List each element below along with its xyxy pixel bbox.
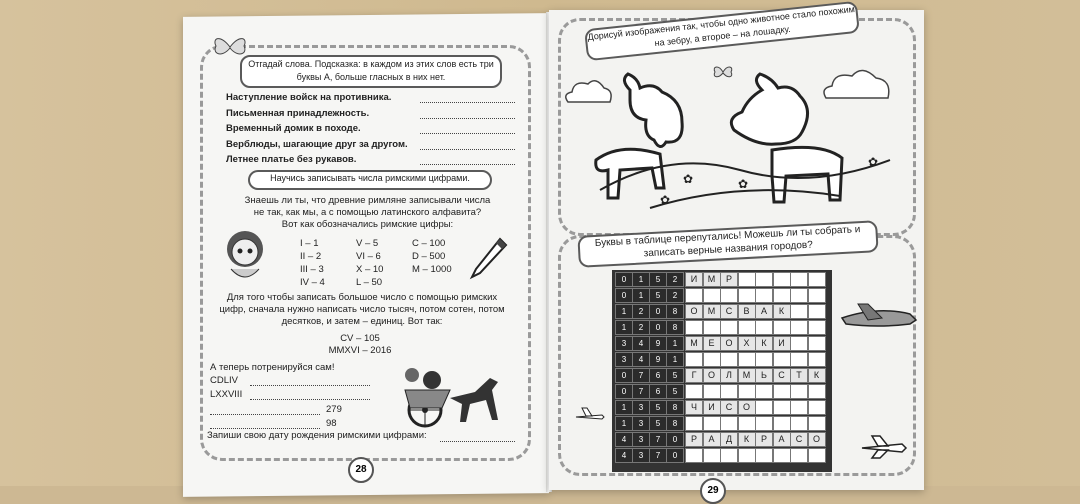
grid-code-cell: 4	[615, 448, 633, 463]
task-box-roman: Научись записывать числа римскими цифрами.	[248, 170, 492, 190]
grid-letter-cell[interactable]	[685, 288, 703, 303]
grid-letter-cell: Д	[720, 432, 738, 447]
grid-code-cell: 0	[615, 384, 633, 399]
grid-code-cell: 0	[649, 320, 667, 335]
grid-code-cell: 1	[632, 288, 650, 303]
grid-letter-cell[interactable]	[808, 320, 826, 335]
practice-item: CDLIV	[210, 375, 238, 386]
grid-letter-cell: К	[755, 336, 773, 351]
roman-entry: IV – 4	[300, 277, 325, 288]
grid-letter-cell: С	[720, 400, 738, 415]
grid-letter-cell: В	[738, 304, 756, 319]
grid-code-cell: 7	[632, 384, 650, 399]
practice-answer-line[interactable]	[250, 399, 370, 400]
grid-letter-cell[interactable]	[808, 304, 826, 319]
grid-letter-cell[interactable]	[773, 416, 791, 431]
grid-code-cell: 3	[632, 448, 650, 463]
grid-code-cell: 2	[666, 288, 684, 303]
grid-letter-cell[interactable]	[703, 288, 721, 303]
grid-letter-cell[interactable]	[738, 416, 756, 431]
grid-code-cell: 2	[666, 272, 684, 287]
explain-line: цифр, сначала нужно написать число тысяч, потом сотен, потом	[219, 304, 505, 315]
grid-letter-cell: М	[703, 304, 721, 319]
grid-code-cell: 3	[632, 400, 650, 415]
grid-letter-cell[interactable]	[720, 448, 738, 463]
pencil-icon	[468, 235, 508, 280]
grid-letter-cell[interactable]	[703, 320, 721, 335]
grid-letter-cell[interactable]	[685, 352, 703, 367]
grid-letter-cell[interactable]	[808, 336, 826, 351]
grid-code-cell: 0	[615, 288, 633, 303]
grid-letter-cell[interactable]	[685, 384, 703, 399]
grid-letter-cell: Ч	[685, 400, 703, 415]
grid-letter-cell[interactable]	[685, 448, 703, 463]
grid-letter-cell[interactable]	[790, 384, 808, 399]
answer-line[interactable]	[420, 149, 515, 150]
grid-code-cell: 3	[632, 432, 650, 447]
grid-code-cell: 1	[615, 304, 633, 319]
clue-text: Наступление войск на противника.	[226, 92, 392, 103]
roman-entry: III – 3	[300, 264, 324, 275]
grid-letter-cell: О	[738, 400, 756, 415]
grid-letter-cell[interactable]	[738, 320, 756, 335]
grid-code-cell: 5	[666, 384, 684, 399]
clue-text: Верблюды, шагающие друг за другом.	[226, 138, 408, 150]
grid-letter-cell: Р	[685, 432, 703, 447]
grid-code-cell: 3	[615, 336, 633, 351]
flower-icon: ✿	[868, 155, 879, 169]
grid-letter-cell: Х	[738, 336, 756, 351]
grid-letter-cell: И	[773, 336, 791, 351]
grid-letter-cell[interactable]	[685, 320, 703, 335]
grid-letter-cell[interactable]	[773, 272, 791, 287]
page-number-left: 28	[348, 457, 374, 483]
grid-code-cell: 1	[666, 336, 684, 351]
answer-line[interactable]	[420, 133, 515, 134]
grid-letter-cell: О	[703, 368, 721, 383]
intro-line: не так, как мы, а с помощью латинского алфавита?	[253, 207, 482, 218]
grid-letter-cell[interactable]	[755, 320, 773, 335]
intro-line: Знаешь ли ты, что древние римляне записывали числа	[244, 195, 491, 206]
example-line: CV – 105	[340, 333, 380, 344]
practice-answer-line[interactable]	[210, 428, 320, 429]
airplane-icon	[838, 296, 918, 336]
grid-code-cell: 5	[666, 368, 684, 383]
answer-line[interactable]	[420, 118, 515, 119]
grid-letter-cell[interactable]	[755, 384, 773, 399]
grid-letter-cell[interactable]	[720, 384, 738, 399]
airplane-icon	[858, 432, 908, 460]
grid-letter-cell: И	[685, 272, 703, 287]
grid-letter-cell[interactable]	[790, 336, 808, 351]
task-box-guess-words: Отгадай слова. Подсказка: в каждом из этих слов есть три буквы А, больше гласных в них нет.	[240, 55, 502, 88]
grid-letter-cell[interactable]	[703, 352, 721, 367]
roman-entry: V – 5	[356, 238, 379, 249]
grid-letter-cell[interactable]	[720, 320, 738, 335]
roman-entry: VI – 6	[356, 251, 381, 262]
grid-letter-cell: Р	[755, 432, 773, 447]
grid-letter-cell: К	[773, 304, 791, 319]
grid-letter-cell: А	[773, 432, 791, 447]
grid-letter-cell: Е	[703, 336, 721, 351]
page-number-right: 29	[700, 478, 726, 504]
airplane-icon	[574, 405, 606, 427]
flower-icon: ✿	[660, 193, 671, 207]
grid-code-cell: 7	[632, 368, 650, 383]
clue-text: Письменная принадлежность.	[226, 107, 370, 119]
grid-code-cell: 0	[666, 448, 684, 463]
grid-code-cell: 3	[615, 352, 633, 367]
grid-letter-cell: О	[720, 336, 738, 351]
answer-line[interactable]	[420, 164, 515, 165]
roman-entry: M – 1000	[412, 264, 452, 275]
task-box-cities: Буквы в таблице перепутались! Можешь ли ты собрать и записать верные названия городов?	[577, 220, 878, 268]
grid-letter-cell: М	[703, 272, 721, 287]
grid-code-cell: 3	[632, 416, 650, 431]
grid-letter-cell: А	[703, 432, 721, 447]
grid-letter-cell[interactable]	[808, 272, 826, 287]
grid-letter-cell[interactable]	[755, 272, 773, 287]
grid-letter-cell[interactable]	[755, 416, 773, 431]
grid-letter-cell: Л	[720, 368, 738, 383]
grid-code-cell: 7	[649, 448, 667, 463]
clue-text: Летнее платье без рукавов.	[226, 154, 357, 165]
grid-code-cell: 0	[666, 432, 684, 447]
grid-letter-cell: М	[738, 368, 756, 383]
grid-code-cell: 4	[632, 336, 650, 351]
chariot-illustration	[380, 360, 515, 435]
grid-code-cell: 1	[666, 352, 684, 367]
grid-letter-cell[interactable]	[773, 448, 791, 463]
grid-code-cell: 5	[649, 416, 667, 431]
grid-letter-cell[interactable]	[790, 320, 808, 335]
roman-entry: II – 2	[300, 251, 322, 262]
grid-letter-cell: А	[755, 304, 773, 319]
grid-code-cell: 6	[649, 368, 667, 383]
practice-answer-line[interactable]	[250, 385, 370, 386]
grid-letter-cell[interactable]	[703, 384, 721, 399]
task-box-zebra: Дорисуй изображения так, чтобы одно животное стало похожим на зебру, а второе – на лошадку.	[584, 1, 860, 61]
grid-letter-cell[interactable]	[773, 384, 791, 399]
birth-date-line[interactable]	[440, 441, 515, 442]
grid-letter-cell[interactable]	[755, 400, 773, 415]
grid-letter-cell: С	[720, 304, 738, 319]
grid-letter-cell[interactable]	[738, 272, 756, 287]
grid-code-cell: 1	[615, 320, 633, 335]
grid-code-cell: 6	[649, 384, 667, 399]
grid-letter-cell[interactable]	[720, 416, 738, 431]
intro-line: Вот как обозначались римские цифры:	[281, 219, 454, 230]
explain-line: десятков, и затем – единиц. Вот так:	[281, 316, 443, 327]
grid-letter-cell: Г	[685, 368, 703, 383]
grid-code-cell: 5	[649, 288, 667, 303]
flower-icon: ✿	[683, 172, 694, 186]
grid-letter-cell[interactable]	[808, 448, 826, 463]
grid-code-cell: 8	[666, 416, 684, 431]
grid-letter-cell[interactable]	[685, 416, 703, 431]
grid-code-cell: 0	[649, 304, 667, 319]
grid-code-cell: 1	[615, 400, 633, 415]
grid-letter-cell[interactable]	[790, 416, 808, 431]
roman-entry: C – 100	[412, 238, 446, 249]
grid-code-cell: 8	[666, 304, 684, 319]
grid-letter-cell[interactable]	[808, 288, 826, 303]
grid-letter-cell: С	[790, 432, 808, 447]
roman-entry: D – 500	[412, 251, 446, 262]
grid-code-cell: 4	[632, 352, 650, 367]
grid-letter-cell: Т	[790, 368, 808, 383]
grid-letter-cell[interactable]	[808, 352, 826, 367]
grid-code-cell: 5	[649, 400, 667, 415]
grid-letter-cell[interactable]	[738, 288, 756, 303]
grid-letter-cell: М	[685, 336, 703, 351]
grid-code-cell: 8	[666, 320, 684, 335]
grid-code-cell: 5	[649, 272, 667, 287]
practice-item: 279	[326, 404, 342, 415]
grid-letter-cell[interactable]	[720, 352, 738, 367]
grid-letter-cell[interactable]	[720, 288, 738, 303]
grid-letter-cell[interactable]	[808, 384, 826, 399]
grid-letter-cell[interactable]	[755, 352, 773, 367]
grid-letter-cell[interactable]	[790, 352, 808, 367]
grid-code-cell: 1	[615, 416, 633, 431]
grid-letter-cell[interactable]	[773, 320, 791, 335]
practice-answer-line[interactable]	[210, 414, 320, 415]
grid-letter-cell[interactable]	[790, 448, 808, 463]
grid-letter-cell[interactable]	[790, 288, 808, 303]
grid-letter-cell[interactable]	[773, 288, 791, 303]
grid-code-cell: 0	[615, 272, 633, 287]
roman-entry: X – 10	[356, 264, 384, 275]
grid-code-cell: 9	[649, 352, 667, 367]
grid-letter-cell[interactable]	[703, 416, 721, 431]
grid-letter-cell: И	[703, 400, 721, 415]
grid-code-cell: 7	[649, 432, 667, 447]
grid-code-cell: 9	[649, 336, 667, 351]
clue-text: Временный домик в походе.	[226, 123, 361, 134]
grid-letter-cell: К	[738, 432, 756, 447]
hill-lines	[590, 130, 900, 210]
grid-code-cell: 4	[615, 432, 633, 447]
grid-letter-cell[interactable]	[773, 352, 791, 367]
roman-entry: I – 1	[300, 238, 319, 249]
grid-letter-cell: Р	[720, 272, 738, 287]
girl-illustration	[215, 225, 275, 285]
grid-letter-cell[interactable]	[755, 288, 773, 303]
grid-code-cell: 8	[666, 400, 684, 415]
grid-code-cell: 0	[615, 368, 633, 383]
grid-letter-cell: С	[773, 368, 791, 383]
grid-code-cell: 2	[632, 320, 650, 335]
practice-item: 98	[326, 418, 337, 429]
flower-icon: ✿	[738, 177, 749, 191]
grid-letter-cell[interactable]	[808, 400, 826, 415]
grid-letter-cell[interactable]	[773, 400, 791, 415]
grid-letter-cell: О	[808, 432, 826, 447]
birth-date-prompt: Запиши свою дату рождения римскими цифрами:	[207, 430, 427, 441]
grid-code-cell: 2	[632, 304, 650, 319]
roman-entry: L – 50	[356, 277, 383, 288]
practice-title: А теперь потренируйся сам!	[210, 362, 335, 373]
grid-letter-cell[interactable]	[703, 448, 721, 463]
grid-letter-cell[interactable]	[808, 416, 826, 431]
grid-letter-cell[interactable]	[738, 352, 756, 367]
grid-letter-cell[interactable]	[738, 384, 756, 399]
answer-line[interactable]	[420, 102, 515, 103]
grid-letter-cell[interactable]	[790, 272, 808, 287]
grid-letter-cell: К	[808, 368, 826, 383]
grid-letter-cell[interactable]	[790, 304, 808, 319]
practice-item: LXXVIII	[210, 389, 243, 400]
example-line: MMXVI – 2016	[328, 345, 392, 356]
grid-letter-cell: О	[685, 304, 703, 319]
grid-letter-cell[interactable]	[755, 448, 773, 463]
grid-code-cell: 1	[632, 272, 650, 287]
grid-letter-cell: Ь	[755, 368, 773, 383]
explain-line: Для того чтобы записать большое число с помощью римских	[226, 292, 498, 303]
grid-letter-cell[interactable]	[790, 400, 808, 415]
grid-letter-cell[interactable]	[738, 448, 756, 463]
